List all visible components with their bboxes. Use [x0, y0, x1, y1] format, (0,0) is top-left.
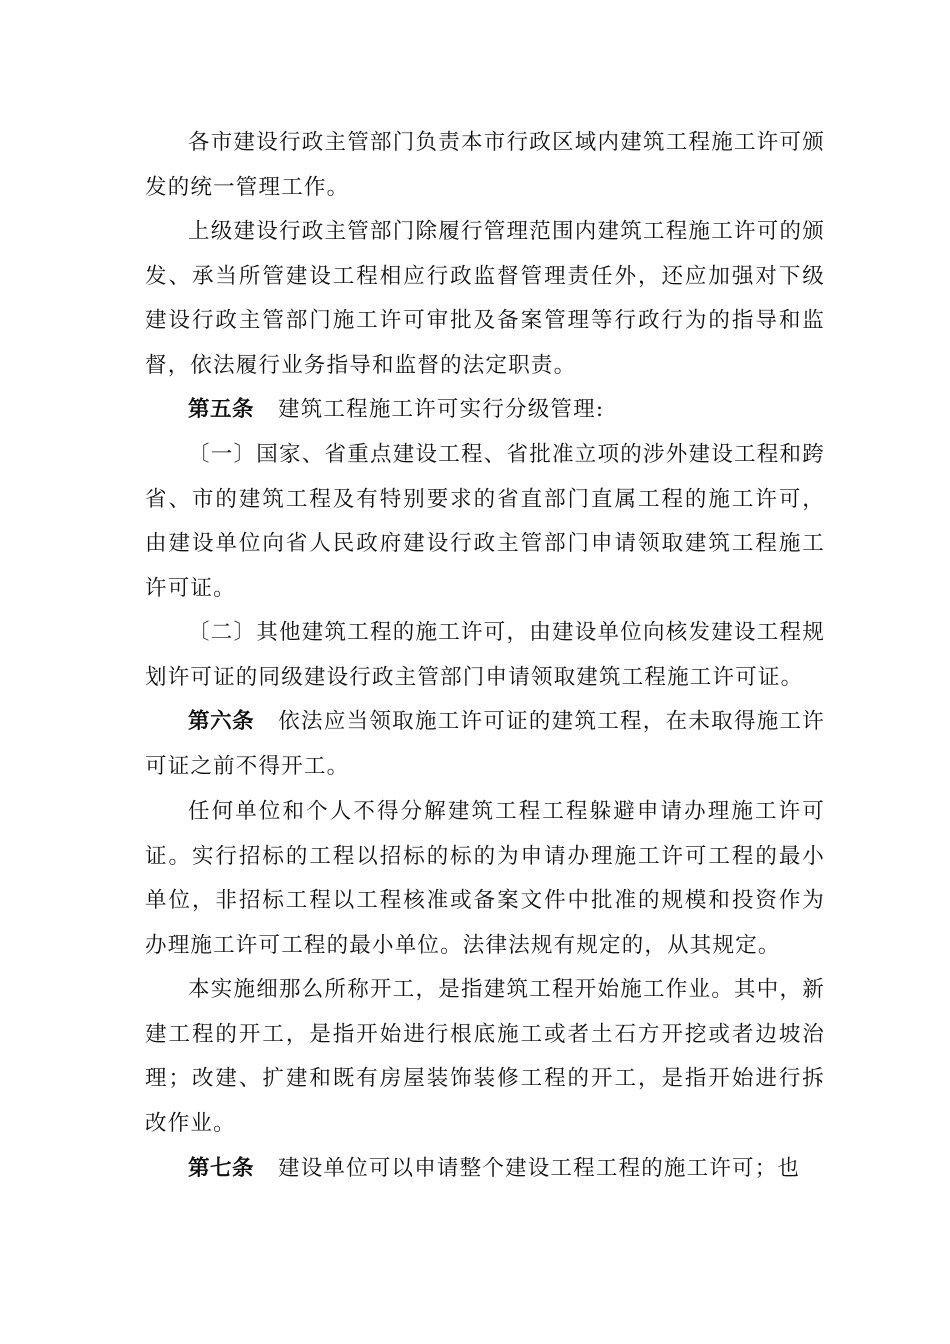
paragraph-text: 建设单位可以申请整个建设工程工程的施工许可；也 — [278, 1156, 801, 1181]
paragraph — [145, 790, 825, 968]
paragraph — [145, 121, 825, 210]
article-number: 第六条 — [188, 709, 255, 734]
article-paragraph — [145, 700, 825, 789]
article-number: 第七条 — [188, 1156, 255, 1181]
paragraph — [145, 433, 825, 611]
paragraph-text: 〔二〕其他建筑工程的施工许可，由建设单位向核发建设工程规划许可证的同级建设行政主管部门申请领取建筑工程施工许可证。 — [145, 620, 825, 690]
paragraph-text: 建筑工程施工许可实行分级管理: — [278, 397, 605, 422]
article-paragraph — [145, 1147, 825, 1192]
article-number: 第五条 — [188, 397, 255, 422]
paragraph — [145, 611, 825, 700]
paragraph-text: 依法应当领取施工许可证的建筑工程，在未取得施工许可证之前不得开工。 — [145, 709, 825, 779]
paragraph-text: 各市建设行政主管部门负责本市行政区域内建筑工程施工许可颁发的统一管理工作。 — [145, 130, 825, 200]
paragraph-text: 任何单位和个人不得分解建筑工程工程躲避申请办理施工许可证。实行招标的工程以招标的标的为申请办理施工许可工程的最小单位，非招标工程以工程核准或备案文件中批准的规模和投资作为办理施工许可工程的最小单位。法律法规有规定的，从其规定。 — [145, 799, 825, 958]
paragraph-text: 本实施细那么所称开工，是指建筑工程开始施工作业。其中，新建工程的开工，是指开始进行根底施工或者土石方开挖或者边坡治理；改建、扩建和既有房屋装饰装修工程的开工，是指开始进行拆改作业。 — [145, 977, 825, 1136]
paragraph-text: 〔一〕国家、省重点建设工程、省批准立项的涉外建设工程和跨省、市的建筑工程及有特别要求的省直部门直属工程的施工许可，由建设单位向省人民政府建设行政主管部门申请领取建筑工程施工许可证。 — [145, 442, 825, 601]
paragraph — [145, 968, 825, 1146]
paragraph — [145, 210, 825, 388]
article-paragraph — [145, 388, 825, 433]
paragraph-text: 上级建设行政主管部门除履行管理范围内建筑工程施工许可的颁发、承当所管建设工程相应行政监督管理责任外，还应加强对下级建设行政主管部门施工许可审批及备案管理等行政行为的指导和监督，依法履行业务指导和监督的法定职责。 — [145, 219, 825, 378]
